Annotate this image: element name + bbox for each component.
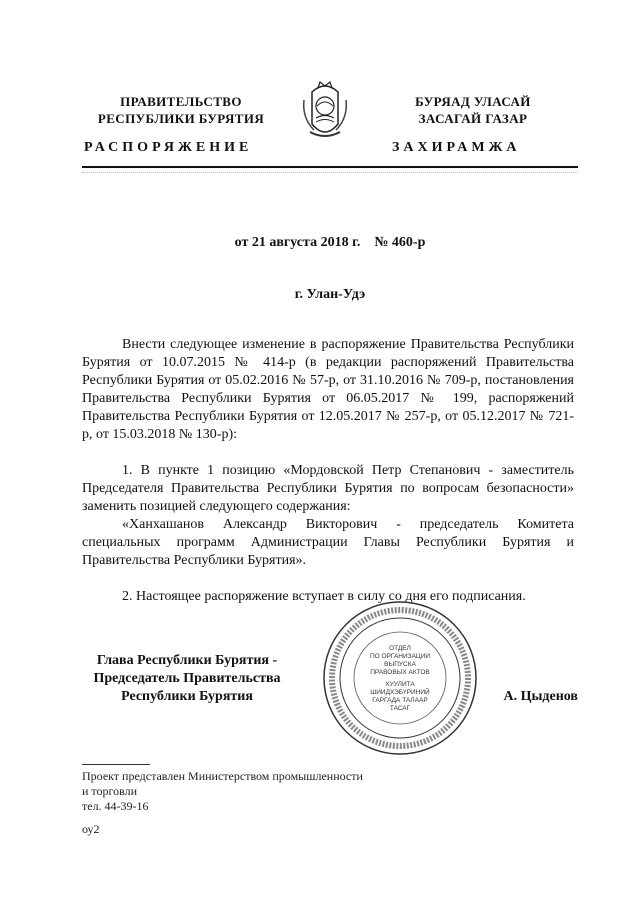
header-right-line2: ЗАСАГАЙ ГАЗАР	[418, 111, 528, 126]
footer-line3: тел. 44-39-16	[82, 799, 149, 813]
stamp-line8: ТАСАГ	[389, 705, 411, 712]
date-number: от 21 августа 2018 г. № 460-р	[234, 235, 426, 250]
doc-type-right: ЗАХИРАМЖА	[392, 140, 521, 155]
header-left	[82, 93, 280, 127]
stamp-line7: ГАРГАДА ТАЛААР	[372, 697, 428, 704]
intro-paragraph: Внести следующее изменение в распоряжение Правительства Республики Бурятия от 10.07.2015 № 414-р (в редакции распоряжений Правительства Республики Бурятия от 05.02.2016 № 57-р, от 31.10.2016 № 709-р, постановления Правительства Республики Бурятия от 06.05.2017 № 199, распоряжений Правительства Республики Бурятия от 12.05.2017 № 257-р, от 05.12.2017 № 721-р, от 15.03.2018 № 130-р):	[82, 337, 574, 442]
stamp-line6: ШИИДХЭБҮРИНИЙ	[370, 689, 430, 696]
coat-of-arms-emblem	[300, 78, 350, 144]
footer-divider	[82, 764, 150, 765]
city: г. Улан-Удэ	[294, 287, 366, 302]
header-rule	[82, 166, 578, 168]
document-body	[82, 336, 574, 606]
header-left-line2: РЕСПУБЛИКИ БУРЯТИЯ	[97, 111, 265, 126]
signatory-title-line2: Председатель Правительства	[93, 671, 281, 686]
header-dotted-rule	[82, 172, 578, 173]
footer-line2: и торговли	[82, 784, 138, 798]
official-seal-stamp	[320, 598, 480, 758]
stamp-line2: ПО ОРГАНИЗАЦИИ	[369, 653, 431, 660]
stamp-line4: ПРАВОВЫХ АКТОВ	[370, 669, 430, 676]
footer-code: оу2	[82, 822, 100, 836]
footer-line1: Проект представлен Министерством промышленности	[82, 769, 363, 783]
item1-quote-paragraph: «Ханхашанов Александр Викторович - председатель Комитета специальных программ Администрации Главы Республики Бурятия и Правительства Республики Бурятия».	[82, 517, 574, 568]
signatory-title	[82, 652, 292, 706]
item1-paragraph: 1. В пункте 1 позицию «Мордовской Петр Степанович - заместитель Председателя Правительства Республики Бурятия по вопросам безопасности» заменить позицией следующего содержания:	[82, 463, 574, 514]
header-right-line1: БУРЯАД УЛАСАЙ	[415, 94, 531, 109]
signatory-title-line1: Глава Республики Бурятия -	[96, 653, 278, 668]
footer-note	[82, 769, 502, 814]
item2-paragraph: 2. Настоящее распоряжение вступает в силу со дня его подписания.	[122, 589, 526, 604]
signatory-title-line3: Республики Бурятия	[121, 689, 253, 704]
header-left-line1: ПРАВИТЕЛЬСТВО	[120, 94, 242, 109]
signatory-name: А. Цыденов	[503, 689, 578, 704]
stamp-line1: ОТДЕЛ	[389, 645, 411, 652]
header-right	[372, 93, 574, 127]
stamp-line5: ХУУЛИТА	[385, 681, 415, 688]
stamp-line3: ВЫПУСКА	[384, 661, 416, 668]
doc-type-left: РАСПОРЯЖЕНИЕ	[84, 140, 253, 155]
